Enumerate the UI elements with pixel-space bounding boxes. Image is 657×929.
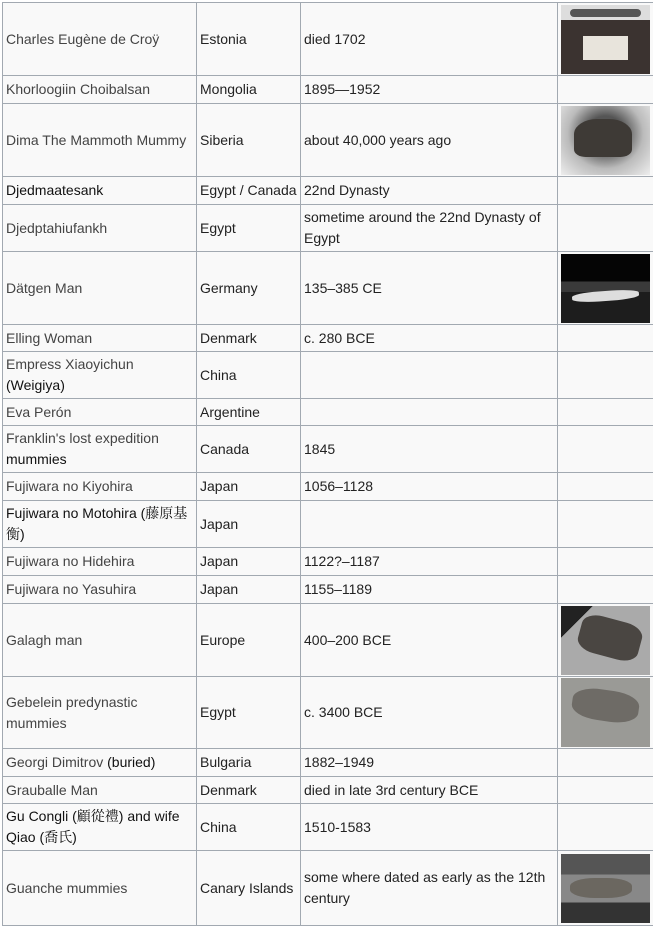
name-link[interactable]: Gebelein predynastic mummies xyxy=(6,693,138,731)
name-link[interactable]: Georgi Dimitrov xyxy=(6,754,104,770)
name-link[interactable]: Galagh man xyxy=(6,631,83,648)
name-extra-text: (Weigiya) xyxy=(6,377,65,393)
image-cell xyxy=(558,749,654,777)
name-cell[interactable] xyxy=(3,352,197,399)
location-text: Japan xyxy=(200,478,239,494)
date-text: 1882–1949 xyxy=(304,754,375,770)
name-link[interactable]: Khorloogiin Choibalsan xyxy=(6,81,150,97)
date-cell xyxy=(301,352,558,399)
date-cell xyxy=(301,325,558,352)
date-cell xyxy=(301,473,558,501)
location-text: Egypt xyxy=(200,219,236,236)
name-cell[interactable] xyxy=(3,399,197,426)
date-cell xyxy=(301,576,558,604)
location-text: Canada xyxy=(200,440,250,457)
date-text: 400–200 BCE xyxy=(304,631,392,648)
date-text: 22nd Dynasty xyxy=(304,182,390,198)
table-row xyxy=(3,399,654,426)
date-cell xyxy=(301,426,558,473)
location-cell xyxy=(197,325,301,352)
location-cell xyxy=(197,76,301,104)
date-text: some where dated as early as the 12th century xyxy=(304,869,546,906)
date-text: 1155–1189 xyxy=(304,581,372,597)
name-cell[interactable] xyxy=(3,252,197,325)
location-text: Egypt / Canada xyxy=(200,182,297,198)
location-text: Europe xyxy=(200,631,246,648)
date-text: 135–385 CE xyxy=(304,279,382,296)
location-text: Japan xyxy=(200,515,239,532)
name-cell[interactable] xyxy=(3,3,197,76)
name-link[interactable]: Fujiwara no Hidehira xyxy=(6,553,135,569)
date-cell xyxy=(301,851,558,926)
table-row xyxy=(3,473,654,501)
date-cell xyxy=(301,76,558,104)
name-cell[interactable] xyxy=(3,426,197,473)
location-cell xyxy=(197,749,301,777)
name-text: Djedmaatesank xyxy=(6,182,104,198)
image-cell xyxy=(558,548,654,576)
location-cell xyxy=(197,205,301,252)
image-cell[interactable] xyxy=(558,3,654,76)
table-row xyxy=(3,804,654,851)
name-extra-text: mummies xyxy=(6,451,67,467)
image-cell[interactable] xyxy=(558,604,654,677)
table-row xyxy=(3,851,654,926)
location-cell xyxy=(197,426,301,473)
table-row xyxy=(3,426,654,473)
name-cell[interactable] xyxy=(3,677,197,749)
image-cell xyxy=(558,426,654,473)
location-cell xyxy=(197,851,301,926)
name-cell[interactable] xyxy=(3,604,197,677)
name-cell[interactable] xyxy=(3,851,197,926)
bog-body-photo-thumbnail[interactable] xyxy=(561,254,650,323)
location-text: Japan xyxy=(200,553,239,569)
table-row xyxy=(3,548,654,576)
image-cell xyxy=(558,177,654,205)
location-text: Denmark xyxy=(200,329,257,346)
location-cell xyxy=(197,548,301,576)
location-cell xyxy=(197,777,301,804)
image-cell xyxy=(558,804,654,851)
date-cell xyxy=(301,548,558,576)
image-cell xyxy=(558,473,654,501)
name-link[interactable]: Dätgen Man xyxy=(6,279,83,296)
name-cell[interactable] xyxy=(3,576,197,604)
date-cell xyxy=(301,501,558,548)
name-link[interactable]: Guanche mummies xyxy=(6,879,128,896)
table-row xyxy=(3,604,654,677)
table-row xyxy=(3,576,654,604)
name-link[interactable]: Eva Perón xyxy=(6,403,72,420)
image-cell xyxy=(558,352,654,399)
location-text: Siberia xyxy=(200,131,244,148)
location-text: China xyxy=(200,366,237,383)
table-row xyxy=(3,76,654,104)
location-text: China xyxy=(200,818,237,835)
location-text: Germany xyxy=(200,279,258,296)
date-cell xyxy=(301,3,558,76)
image-cell xyxy=(558,76,654,104)
location-cell xyxy=(197,604,301,677)
name-text: Fujiwara no Motohira (藤原基衡) xyxy=(6,505,188,542)
table-row xyxy=(3,777,654,804)
date-text: 1895—1952 xyxy=(304,81,381,97)
location-cell xyxy=(197,677,301,749)
name-cell[interactable] xyxy=(3,325,197,352)
location-cell xyxy=(197,399,301,426)
name-link[interactable]: Dima The Mammoth Mummy xyxy=(6,131,187,148)
date-text: about 40,000 years ago xyxy=(304,131,452,148)
location-text: Japan xyxy=(200,581,239,597)
table-row xyxy=(3,3,654,76)
name-link[interactable]: Fujiwara no Yasuhira xyxy=(6,581,137,597)
date-cell xyxy=(301,205,558,252)
date-text: died 1702 xyxy=(304,30,366,47)
table-row xyxy=(3,325,654,352)
date-cell xyxy=(301,104,558,177)
name-cell[interactable] xyxy=(3,104,197,177)
name-link[interactable]: Djedptahiufankh xyxy=(6,219,108,236)
date-cell xyxy=(301,399,558,426)
table-row xyxy=(3,177,654,205)
table-row xyxy=(3,252,654,325)
image-cell xyxy=(558,399,654,426)
location-text: Egypt xyxy=(200,704,236,720)
image-cell xyxy=(558,501,654,548)
date-cell xyxy=(301,252,558,325)
table-row xyxy=(3,104,654,177)
name-cell[interactable] xyxy=(3,777,197,804)
name-cell[interactable] xyxy=(3,76,197,104)
image-cell[interactable] xyxy=(558,851,654,926)
page-margin xyxy=(653,0,657,929)
date-cell xyxy=(301,604,558,677)
location-text: Estonia xyxy=(200,30,247,47)
location-cell xyxy=(197,3,301,76)
location-text: Argentine xyxy=(200,403,260,420)
date-text: died in late 3rd century BCE xyxy=(304,781,479,798)
date-text: sometime around the 22nd Dynasty of Egypt xyxy=(304,209,541,246)
name-cell[interactable] xyxy=(3,749,197,777)
mummies-table xyxy=(2,2,654,926)
location-text: Canary Islands xyxy=(200,879,294,896)
table-row xyxy=(3,352,654,399)
mummy-photo-thumbnail[interactable] xyxy=(561,854,650,923)
location-cell xyxy=(197,473,301,501)
name-cell xyxy=(3,177,197,205)
date-text: 1056–1128 xyxy=(304,478,374,494)
location-text: Mongolia xyxy=(200,81,257,97)
mummy-photo-thumbnail[interactable] xyxy=(561,678,650,747)
date-cell xyxy=(301,677,558,749)
date-text: 1122?–1187 xyxy=(304,553,380,569)
image-cell xyxy=(558,205,654,252)
date-text: c. 3400 BCE xyxy=(304,704,383,720)
table-row xyxy=(3,749,654,777)
table-row xyxy=(3,501,654,548)
name-cell xyxy=(3,501,197,548)
name-link[interactable]: Charles Eugène de Croÿ xyxy=(6,30,160,47)
table-row xyxy=(3,677,654,749)
name-cell[interactable] xyxy=(3,205,197,252)
name-cell[interactable] xyxy=(3,473,197,501)
name-cell[interactable] xyxy=(3,548,197,576)
image-cell xyxy=(558,325,654,352)
name-link[interactable]: Fujiwara no Kiyohira xyxy=(6,478,133,494)
location-cell xyxy=(197,177,301,205)
location-text: Denmark xyxy=(200,781,257,798)
date-cell xyxy=(301,749,558,777)
image-cell[interactable] xyxy=(558,104,654,177)
date-text: 1845 xyxy=(304,440,336,457)
date-cell xyxy=(301,777,558,804)
location-cell xyxy=(197,104,301,177)
name-link[interactable]: Empress Xiaoyichun xyxy=(6,356,134,372)
location-text: Bulgaria xyxy=(200,754,252,770)
image-cell xyxy=(558,576,654,604)
date-cell xyxy=(301,804,558,851)
date-text: 1510-1583 xyxy=(304,818,371,835)
bog-body-photo-thumbnail[interactable] xyxy=(561,606,650,675)
location-cell xyxy=(197,252,301,325)
location-cell xyxy=(197,576,301,604)
name-extra-text: (buried) xyxy=(103,754,156,770)
image-cell[interactable] xyxy=(558,677,654,749)
image-cell xyxy=(558,777,654,804)
name-text: Gu Congli (顧從禮) and wife Qiao (喬氏) xyxy=(6,808,180,845)
coffin-photo-thumbnail[interactable] xyxy=(561,5,650,74)
name-cell xyxy=(3,804,197,851)
location-cell xyxy=(197,352,301,399)
name-link[interactable]: Grauballe Man xyxy=(6,781,98,798)
name-link[interactable]: Franklin's lost expedition xyxy=(6,430,159,446)
date-cell xyxy=(301,177,558,205)
image-cell[interactable] xyxy=(558,252,654,325)
mammoth-photo-thumbnail[interactable] xyxy=(561,106,650,175)
location-cell xyxy=(197,501,301,548)
location-cell xyxy=(197,804,301,851)
table-row xyxy=(3,205,654,252)
name-link[interactable]: Elling Woman xyxy=(6,329,93,346)
date-text: c. 280 BCE xyxy=(304,329,375,346)
